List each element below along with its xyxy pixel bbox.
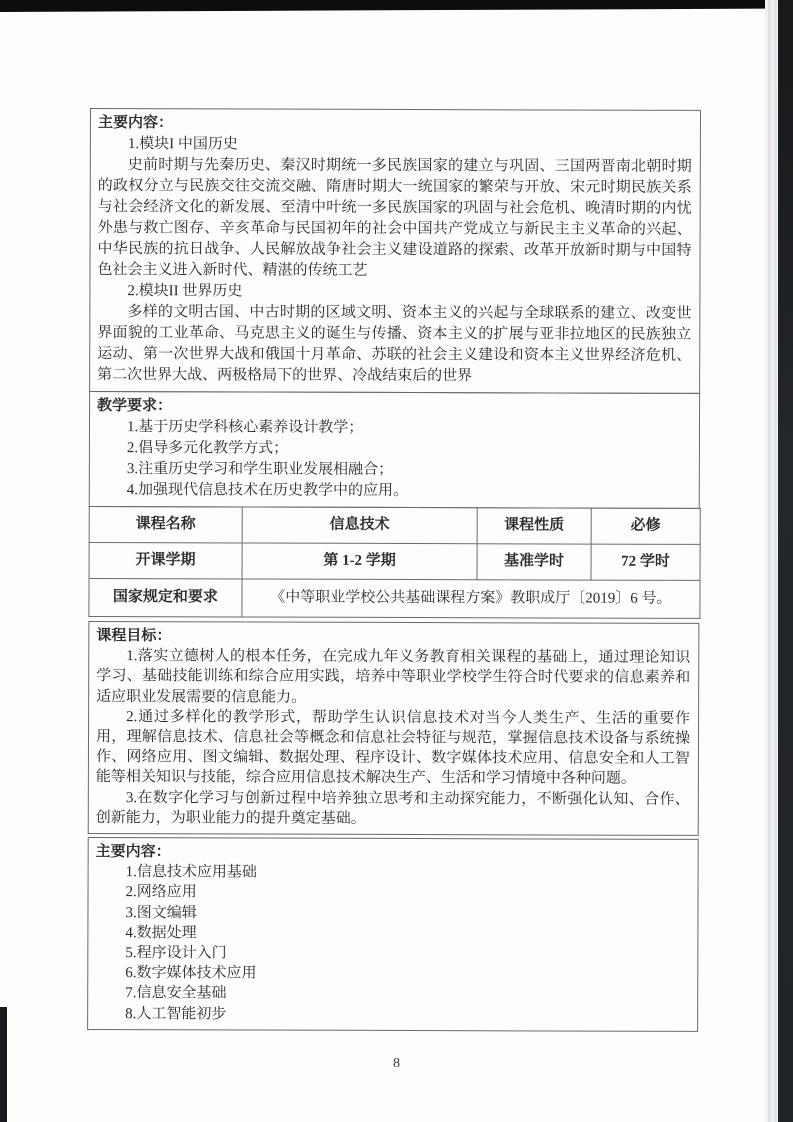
section-history-content (89, 108, 701, 394)
content-item: 8.人工智能初步 (125, 1005, 227, 1023)
scan-edge-right-light (765, 0, 778, 1122)
objective-paragraph: 2.通过多样化的教学形式，帮助学生认识信息技术对当今人类生产、生活的重要作用，理解信息技术、信息社会等概念和信息社会特征与规范，掌握信息技术设备与系统操作、网络应用、图文编辑、数据处理、程序设计、数字媒体技术应用、信息安全和人工智能等相关知识与技能，综合应用信息技术解决生产、生活和学习情境中各种问题。 (95, 708, 691, 788)
page-number: 8 (393, 1056, 400, 1071)
content-item: 7.信息安全基础 (125, 985, 227, 1002)
national-regulation-label: 国家规定和要求 (89, 578, 242, 616)
section-main-content-it (87, 837, 699, 1032)
scan-edge-top (0, 0, 793, 12)
course-nature-value: 必修 (591, 508, 700, 544)
course-info-table (88, 506, 700, 619)
content-item: 6.数字媒体技术应用 (125, 965, 257, 982)
scan-edge-right-dark (778, 0, 793, 1122)
section-title: 课程目标： (96, 628, 172, 645)
section-title: 教学要求： (97, 398, 173, 415)
content-item: 5.程序设计入门 (125, 945, 227, 962)
objective-paragraph: 1.落实立德树人的根本任务，在完成九年义务教育相关课程的基础上，通过理论知识学习、基础技能训练和综合应用实践，培养中等职业学校学生符合时代要求的信息素养和适应职业发展需要的信息能力。 (96, 648, 691, 706)
content-item: 1.信息技术应用基础 (125, 864, 257, 881)
section-title: 主要内容： (97, 115, 173, 132)
requirement-item: 3.注重历史学习和学生职业发展相融合； (126, 461, 394, 478)
table-row (89, 578, 700, 618)
module1-heading: 1.模块I 中国历史 (127, 136, 238, 153)
content-item: 2.网络应用 (125, 884, 197, 901)
content-item: 3.图文编辑 (125, 904, 197, 921)
requirement-item: 2.倡导多元化教学方式； (126, 440, 289, 457)
module2-heading: 2.模块II 世界历史 (127, 283, 243, 300)
requirement-item: 1.基于历史学科核心素养设计教学； (126, 419, 364, 436)
module1-text: 史前时期与先秦历史、秦汉时期统一多民族国家的建立与巩固、三国两晋南北朝时期的政权分立与民族交往交流交融、隋唐时期大一统国家的繁荣与开放、宋元时期民族关系与社会经济文化的新发展、至清中叶统一多民族国家的巩固与社会危机、晚清时期的内忧外患与救亡图存、辛亥革命与民国初年的社会中国共产党成立与新民主主义革命的兴起、中华民族的抗日战争、人民解放战争社会主义建设道路的探索、改革开放新时期与中国特色社会主义进入新时代、精湛的传统工艺 (97, 157, 692, 279)
national-regulation-value: 《中等职业学校公共基础课程方案》教职成厅〔2019〕6 号。 (242, 579, 700, 618)
content-item: 4.数据处理 (125, 924, 197, 942)
objective-paragraph: 3.在数字化学习与创新过程中培养独立思考和主动探究能力，不断强化认知、合作、创新能力，为职业能力的提升奠定基础。 (95, 789, 690, 827)
base-hours-value: 72 学时 (591, 544, 700, 580)
module2-text: 多样的文明古国、中古时期的区域文明、资本主义的兴起与全球联系的建立、改变世界面貌的工业革命、马克思主义的诞生与传播、资本主义的扩展与亚非拉地区的民族独立运动、第一次世界大战和俄国十月革命、苏联的社会主义建设和资本主义世界经济危机、第二次世界大战、两极格局下的世界、冷战结束后的世界 (97, 304, 692, 385)
table-row (89, 542, 700, 580)
section-title: 主要内容： (95, 844, 171, 861)
section-course-objectives (88, 621, 700, 836)
semester-label: 开课学期 (89, 542, 242, 578)
course-name-value: 信息技术 (242, 507, 477, 544)
base-hours-label: 基准学时 (477, 544, 591, 580)
table-row (89, 506, 700, 544)
section-teaching-requirements (89, 391, 700, 509)
semester-value: 第 1-2 学期 (242, 543, 477, 580)
course-nature-label: 课程性质 (477, 508, 591, 544)
course-name-label: 课程名称 (89, 506, 242, 542)
requirement-item: 4.加强现代信息技术在历史教学中的应用。 (126, 482, 409, 500)
document-body (87, 108, 701, 1032)
